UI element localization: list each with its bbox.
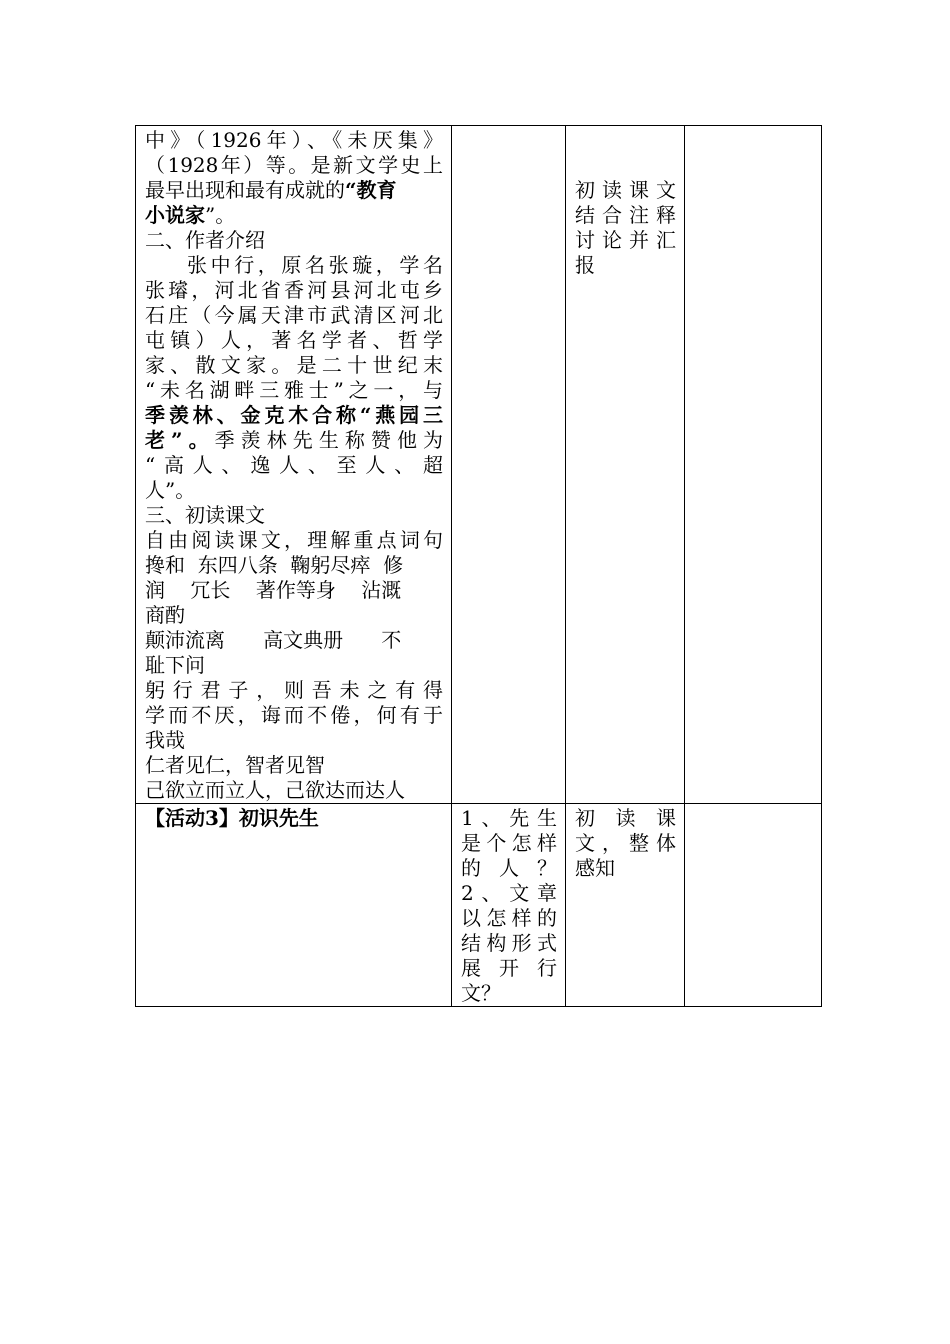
text-line: 耻下问 (145, 653, 205, 677)
text-line: 小说家”。 (145, 203, 236, 227)
text-line: 躬行君子，则吾未之有得 (145, 678, 443, 702)
text-line: 润 冗长 著作等身 沾溉 (145, 578, 402, 602)
text-line: 感知 (575, 856, 615, 880)
text-line: 老”。季羡林先生称赞他为 (145, 428, 443, 452)
text-line: 初读课 (575, 806, 676, 830)
spacer (575, 128, 676, 178)
text-line: 家、散文家。是二十世纪末 (145, 353, 443, 377)
text-line: 屯镇）人，著名学者、哲学 (145, 328, 443, 352)
text-line: 的人？ (461, 856, 557, 880)
text-line: 搀和 东四八条 鞠躬尽瘁 修 (145, 553, 404, 577)
table-row (136, 126, 822, 804)
text-line: 讨论并汇 (575, 228, 676, 252)
text-line: 商酌 (145, 603, 185, 627)
text-line: 初读课文 (575, 178, 676, 202)
text-line: 展开行 (461, 956, 557, 980)
section-heading: 三、初读课文 (145, 503, 265, 527)
lesson-plan-table (135, 125, 822, 1007)
text-line: “未名湖畔三雅士”之一，与 (145, 378, 443, 402)
text-line: 张中行，原名张璇，学名 (187, 253, 443, 277)
text-line: 中》（1926年）、《未厌集》 (145, 128, 443, 152)
content-cell (136, 126, 452, 804)
activity-title: 【活动3】初识先生 (145, 806, 319, 830)
text-line: 仁者见仁，智者见智 (145, 753, 325, 777)
text-line: 结构形式 (461, 931, 557, 955)
text-line: 文？ (461, 981, 501, 1005)
text-line: 张璿，河北省香河县河北屯乡 (145, 278, 443, 302)
text-line: 结合注释 (575, 203, 676, 227)
text-line: （1928年）等。是新文学史上 (145, 153, 443, 177)
activity-title-cell (136, 804, 452, 1007)
text-line: 己欲立而立人，己欲达而达人 (145, 778, 405, 802)
text-line: 2、文章 (461, 881, 557, 905)
text-line: 报 (575, 253, 595, 277)
text-line: “高人、逸人、至人、超 (145, 453, 443, 477)
text-line: 石庄（今属天津市武清区河北 (145, 303, 443, 327)
activity-cell (566, 126, 685, 804)
notes-cell (685, 126, 822, 804)
text-line: 以怎样的 (461, 906, 557, 930)
text-line: 人”。 (145, 478, 196, 502)
text-line: 自由阅读课文，理解重点词句 (145, 528, 443, 552)
text-line: 最早出现和最有成就的“教育 (145, 178, 397, 202)
table-row (136, 804, 822, 1007)
questions-cell (452, 804, 566, 1007)
text-line: 我哉 (145, 728, 185, 752)
text-line: 是个怎样 (461, 831, 557, 855)
text-line: 1、先生 (461, 806, 557, 830)
notes-cell (685, 804, 822, 1007)
text-line: 学而不厌，诲而不倦，何有于 (145, 703, 443, 727)
text-line: 颠沛流离 高文典册 不 (145, 628, 402, 652)
activity-cell (566, 804, 685, 1007)
text-line: 文，整体 (575, 831, 676, 855)
questions-cell (452, 126, 566, 804)
text-line: 季羡林、金克木合称“燕园三 (145, 403, 443, 427)
section-heading: 二、作者介绍 (145, 228, 265, 252)
